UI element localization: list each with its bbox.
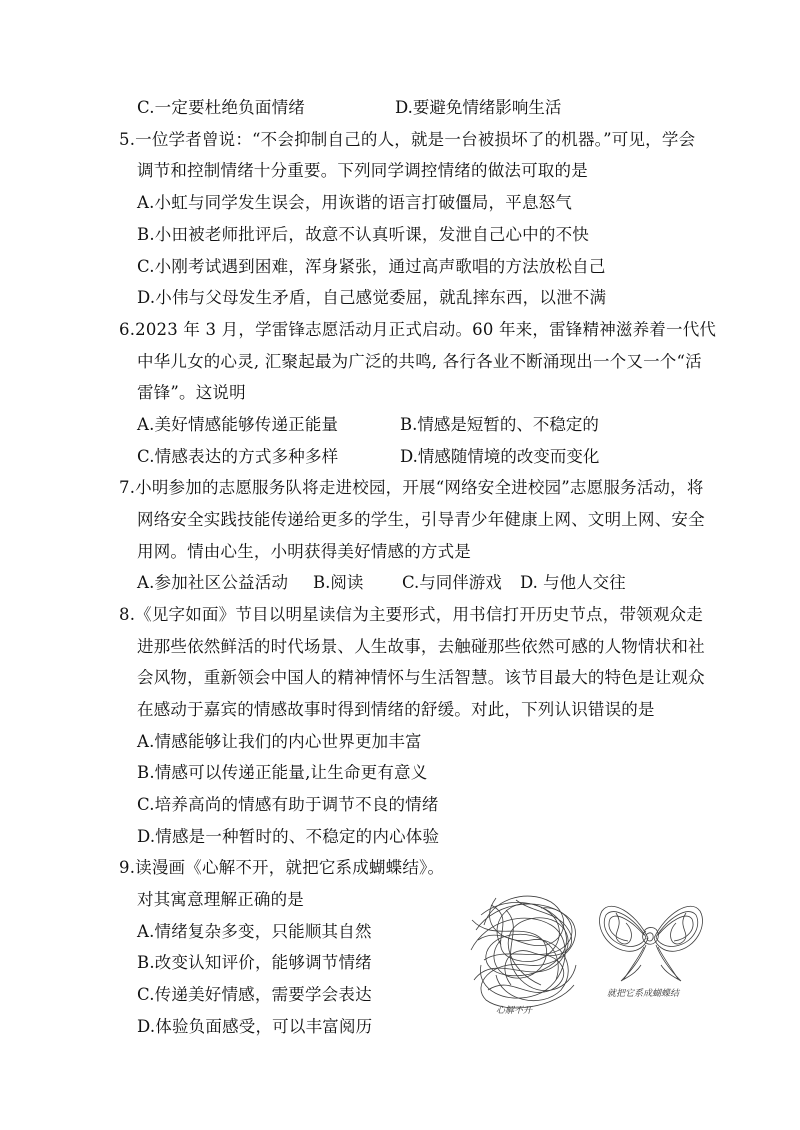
q7-option-c: C.与同伴游戏 [402,573,502,592]
q6-option-d: D.情感随情境的改变而变化 [400,447,600,466]
q5-option-d: D.小伟与父母发生矛盾，自己感觉委屈，就乱摔东西，以泄不满 [137,288,607,307]
q9-option-c: C.传递美好情感，需要学会表达 [137,985,372,1004]
q8-stem-line-4: 在感动于嘉宾的情感故事时得到情绪的舒缓。对此，下列认识错误的是 [137,700,655,719]
q6-option-a: A.美好情感能够传递正能量 [137,415,339,434]
q7-option-b: B.阅读 [313,573,364,592]
q5-option-b: B.小田被老师批评后，故意不认真听课，发泄自己心中的不快 [137,225,589,244]
q4-option-c: C.一定要杜绝负面情绪 [137,98,305,117]
q8-option-a: A.情感能够让我们的内心世界更加丰富 [137,732,422,751]
q7-stem-line-1: 7.小明参加的志愿服务队将走进校园，开展“网络安全进校园”志愿服务活动，将 [119,478,704,497]
q8-stem-line-2: 进那些依然鲜活的时代场景、人生故事，去触碰那些依然可感的人物情状和社 [137,637,705,656]
q5-option-a: A.小虹与同学发生误会，用诙谐的语言打破僵局，平息怒气 [137,193,573,212]
q7-stem-line-2: 网络安全实践技能传递给更多的学生，引导青少年健康上网、文明上网、安全 [137,510,705,529]
q9-option-a: A.情绪复杂多变，只能顺其自然 [137,922,372,941]
q8-stem-line-3: 会风物，重新领会中国人的精神情怀与生活智慧。该节目最大的特色是让观众 [137,668,705,687]
q6-stem-line-3: 雷锋”。这说明 [137,383,246,402]
cartoon-left-caption: 心解不开 [496,1006,533,1016]
q5-stem-line-1: 5.一位学者曾说：“不会抑制自己的人，就是一台被损坏了的机器。”可见，学会 [119,130,696,149]
q6-stem-line-1: 6.2023 年 3 月，学雷锋志愿活动月正式启动。60 年来，雷锋精神滋养着一代代 [119,320,717,339]
q9-stem-line-2: 对其寓意理解正确的是 [137,890,304,909]
q7-option-d: D. 与他人交往 [520,573,626,592]
q8-option-c: C.培养高尚的情感有助于调节不良的情绪 [137,795,439,814]
q5-stem-line-2: 调节和控制情绪十分重要。下列同学调控情绪的做法可取的是 [137,161,588,180]
q6-stem-line-2: 中华儿女的心灵, 汇聚起最为广泛的共鸣, 各行各业不断涌现出一个又一个“活 [137,352,702,371]
q9-option-d: D.体验负面感受，可以丰富阅历 [137,1017,373,1036]
q6-option-b: B.情感是短暂的、不稳定的 [400,415,599,434]
bow-knot-cartoon [596,893,706,988]
q6-option-c: C.情感表达的方式多种多样 [137,447,339,466]
q7-stem-line-3: 用网。情由心生，小明获得美好情感的方式是 [137,542,471,561]
q8-option-d: D.情感是一种暂时的、不稳定的内心体验 [137,827,440,846]
q5-option-c: C.小刚考试遇到困难，浑身紧张，通过高声歌唱的方法放松自己 [137,257,606,276]
q8-option-b: B.情感可以传递正能量,让生命更有意义 [137,763,428,782]
q4-option-d: D.要避免情绪影响生活 [395,98,562,117]
tangled-scribble-cartoon [466,890,586,1020]
q9-stem-line-1: 9.读漫画《心解不开，就把它系成蝴蝶结》。 [119,858,445,877]
q9-option-b: B.改变认知评价，能够调节情绪 [137,953,372,972]
cartoon-right-caption: 就把它系成蝴蝶结 [607,989,680,999]
q7-option-a: A.参加社区公益活动 [137,573,289,592]
q8-stem-line-1: 8.《见字如面》节目以明星读信为主要形式，用书信打开历史节点，带领观众走 [119,605,703,624]
